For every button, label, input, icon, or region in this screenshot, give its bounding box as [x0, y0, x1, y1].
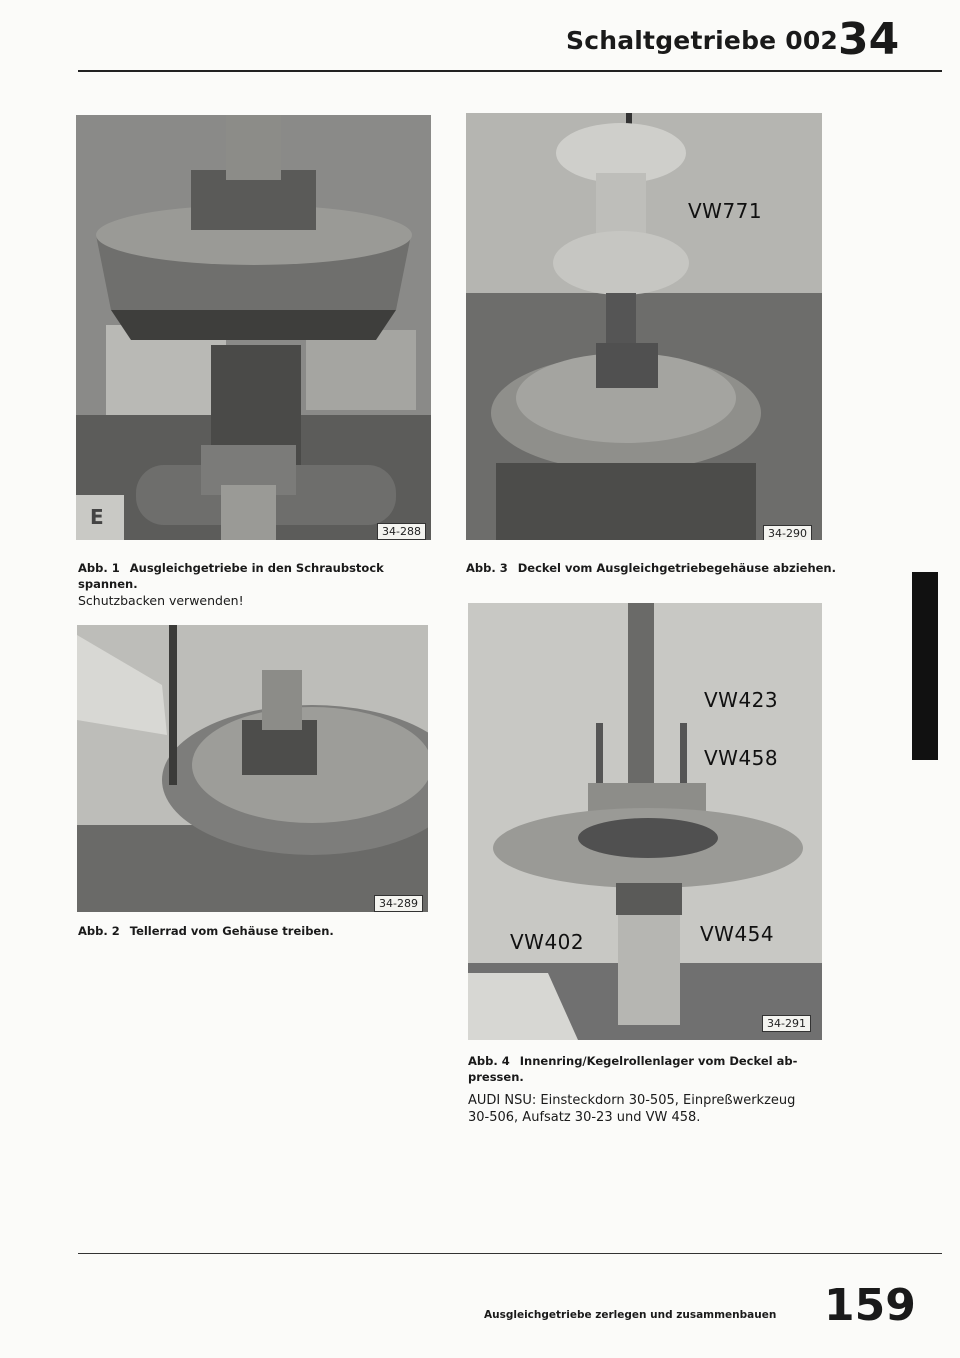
page-number: 159: [824, 1280, 916, 1331]
figure-4-photo: [468, 603, 822, 1040]
figure-1-illustration: [76, 115, 431, 540]
figure-2-illustration: [77, 625, 428, 912]
header-rule: [78, 70, 942, 72]
figure-3-photo: [466, 113, 822, 540]
figure-1-photo: [76, 115, 431, 540]
tool-vw454: VW454: [700, 922, 775, 946]
figure-4-tag: 34-291: [762, 1015, 811, 1032]
figure-4-body-text: [468, 1092, 838, 1126]
figure-4-illustration: [468, 603, 822, 1040]
figure-2-tag: 34-289: [374, 895, 423, 912]
figure-3-illustration: [466, 113, 822, 540]
figure-2-photo: [77, 625, 428, 912]
tool-vw771: VW771: [688, 199, 763, 223]
footer-rule: [78, 1253, 942, 1254]
figure-4-label: Abb. 4: [468, 1054, 510, 1068]
figure-1-caption-text: Ausgleichgetriebe in den Schraubstock: [129, 561, 384, 575]
body-line-2: 30-506, Aufsatz 30-23 und VW 458.: [468, 1110, 701, 1125]
figure-1-caption: [78, 560, 408, 592]
section-thumb-tab: [912, 572, 938, 760]
footer-chapter: Ausgleichgetriebe zerlegen und zusammenbauen: [484, 1309, 777, 1321]
figure-1-note: Schutzbacken verwenden!: [78, 593, 244, 608]
section-number: 34: [838, 14, 900, 65]
figure-2-label: Abb. 2: [78, 924, 120, 938]
tool-vw402: VW402: [510, 930, 585, 954]
figure-4-caption: [468, 1053, 838, 1085]
figure-2-caption: [78, 923, 408, 939]
figure-3-label: Abb. 3: [466, 561, 508, 575]
figure-1-tag: 34-288: [377, 523, 426, 540]
figure-4-caption-cont: pressen.: [468, 1070, 524, 1084]
vise-letter: E: [90, 505, 105, 529]
figure-1-label: Abb. 1: [78, 561, 120, 575]
figure-3-caption-text: Deckel vom Ausgleichgetriebegehäuse abziehen.: [517, 561, 836, 575]
figure-3-tag: 34-290: [763, 525, 812, 540]
tool-vw458: VW458: [704, 746, 779, 770]
figure-1-caption-cont: spannen.: [78, 577, 138, 591]
figure-3-caption: [466, 560, 846, 576]
tool-vw423: VW423: [704, 688, 779, 712]
figure-2-caption-text: Tellerrad vom Gehäuse treiben.: [129, 924, 334, 938]
body-line-1: AUDI NSU: Einsteckdorn 30-505, Einpreßwerkzeug: [468, 1093, 796, 1108]
header-title: Schaltgetriebe 002: [566, 26, 839, 55]
figure-4-caption-text: Innenring/Kegelrollenlager vom Deckel ab-: [519, 1054, 798, 1068]
